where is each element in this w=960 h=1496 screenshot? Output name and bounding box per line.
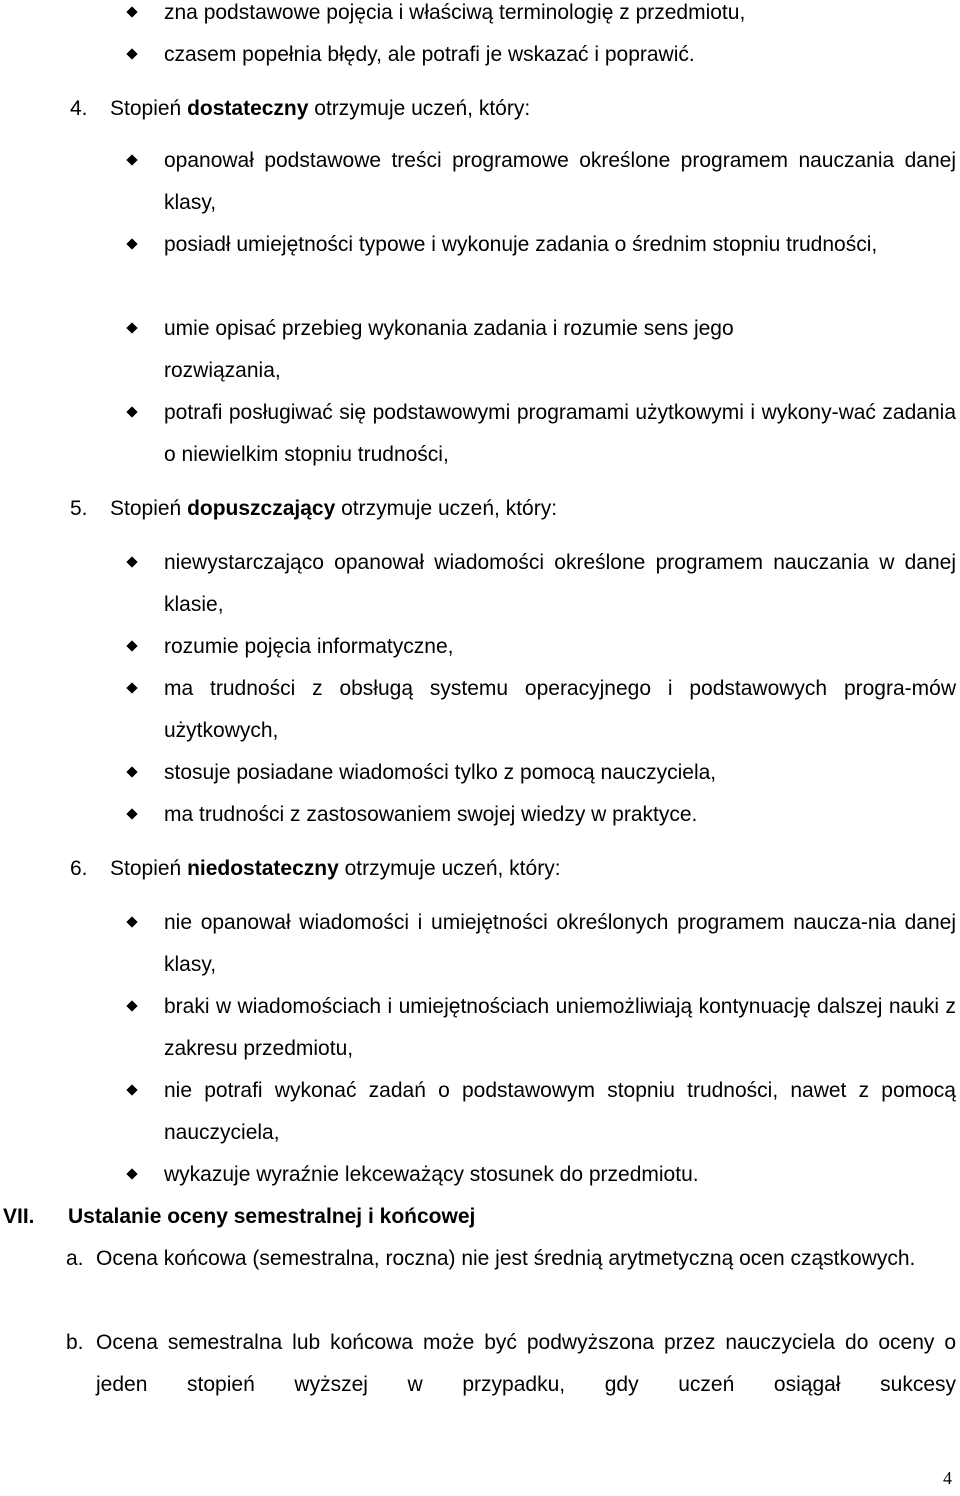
grade-heading-6: 6. Stopień niedostateczny otrzymuje uczeń, który: [70,857,561,880]
diamond-bullet-icon [126,556,137,567]
list-item: umie opisać przebieg wykonania zadania i rozumie sens jego rozwiązania, [164,308,844,392]
section-heading: Ustalanie oceny semestralnej i końcowej [68,1205,476,1228]
diamond-bullet-icon [126,48,137,59]
section-paragraph: b. Ocena semestralna lub końcowa może być podwyższona przez nauczyciela do oceny o jeden stopień wyższej w przypadku, gdy uczeń osiągał sukcesy [96,1322,956,1406]
diamond-bullet-icon [126,406,137,417]
diamond-bullet-icon [126,238,137,249]
list-item: stosuje posiadane wiadomości tylko z pomocą nauczyciela, [164,752,956,794]
list-item: posiadł umiejętności typowe i wykonuje zadania o średnim stopniu trudności, [164,224,956,266]
section-paragraph: a. Ocena końcowa (semestralna, roczna) nie jest średnią arytmetyczną ocen cząstkowych. [96,1238,956,1280]
diamond-bullet-icon [126,1168,137,1179]
diamond-bullet-icon [126,322,137,333]
diamond-bullet-icon [126,916,137,927]
list-item: ma trudności z obsługą systemu operacyjnego i podstawowych progra-mów użytkowych, [164,668,956,752]
diamond-bullet-icon [126,640,137,651]
list-item: czasem popełnia błędy, ale potrafi je wskazać i poprawić. [164,34,956,76]
grade-heading-5: 5. Stopień dopuszczający otrzymuje uczeń, który: [70,497,558,520]
list-item: ma trudności z zastosowaniem swojej wiedzy w praktyce. [164,794,956,836]
list-item: zna podstawowe pojęcia i właściwą terminologię z przedmiotu, [164,0,956,34]
diamond-bullet-icon [126,766,137,777]
section-numeral: VII. [3,1205,35,1228]
diamond-bullet-icon [126,682,137,693]
diamond-bullet-icon [126,154,137,165]
list-item: potrafi posługiwać się podstawowymi programami użytkowymi i wykony-wać zadania o niewielkim stopniu trudności, [164,392,956,476]
list-item: niewystarczająco opanował wiadomości określone programem nauczania w danej klasie, [164,542,956,626]
paragraph-label: b. [66,1331,84,1354]
list-item: opanował podstawowe treści programowe określone programem nauczania danej klasy, [164,140,956,224]
diamond-bullet-icon [126,808,137,819]
diamond-bullet-icon [126,1084,137,1095]
list-item: rozumie pojęcia informatyczne, [164,626,956,668]
paragraph-label: a. [66,1247,84,1270]
list-item: nie opanował wiadomości i umiejętności określonych programem naucza-nia danej klasy, [164,902,956,986]
diamond-bullet-icon [126,6,137,17]
diamond-bullet-icon [126,1000,137,1011]
list-item: nie potrafi wykonać zadań o podstawowym stopniu trudności, nawet z pomocą nauczyciela, [164,1070,956,1154]
list-item: wykazuje wyraźnie lekceważący stosunek do przedmiotu. [164,1154,956,1196]
grade-heading-4: 4. Stopień dostateczny otrzymuje uczeń, który: [70,97,531,120]
list-item: braki w wiadomościach i umiejętnościach uniemożliwiają kontynuację dalszej nauki z zakresu przedmiotu, [164,986,956,1070]
page-number: 4 [943,1468,952,1488]
